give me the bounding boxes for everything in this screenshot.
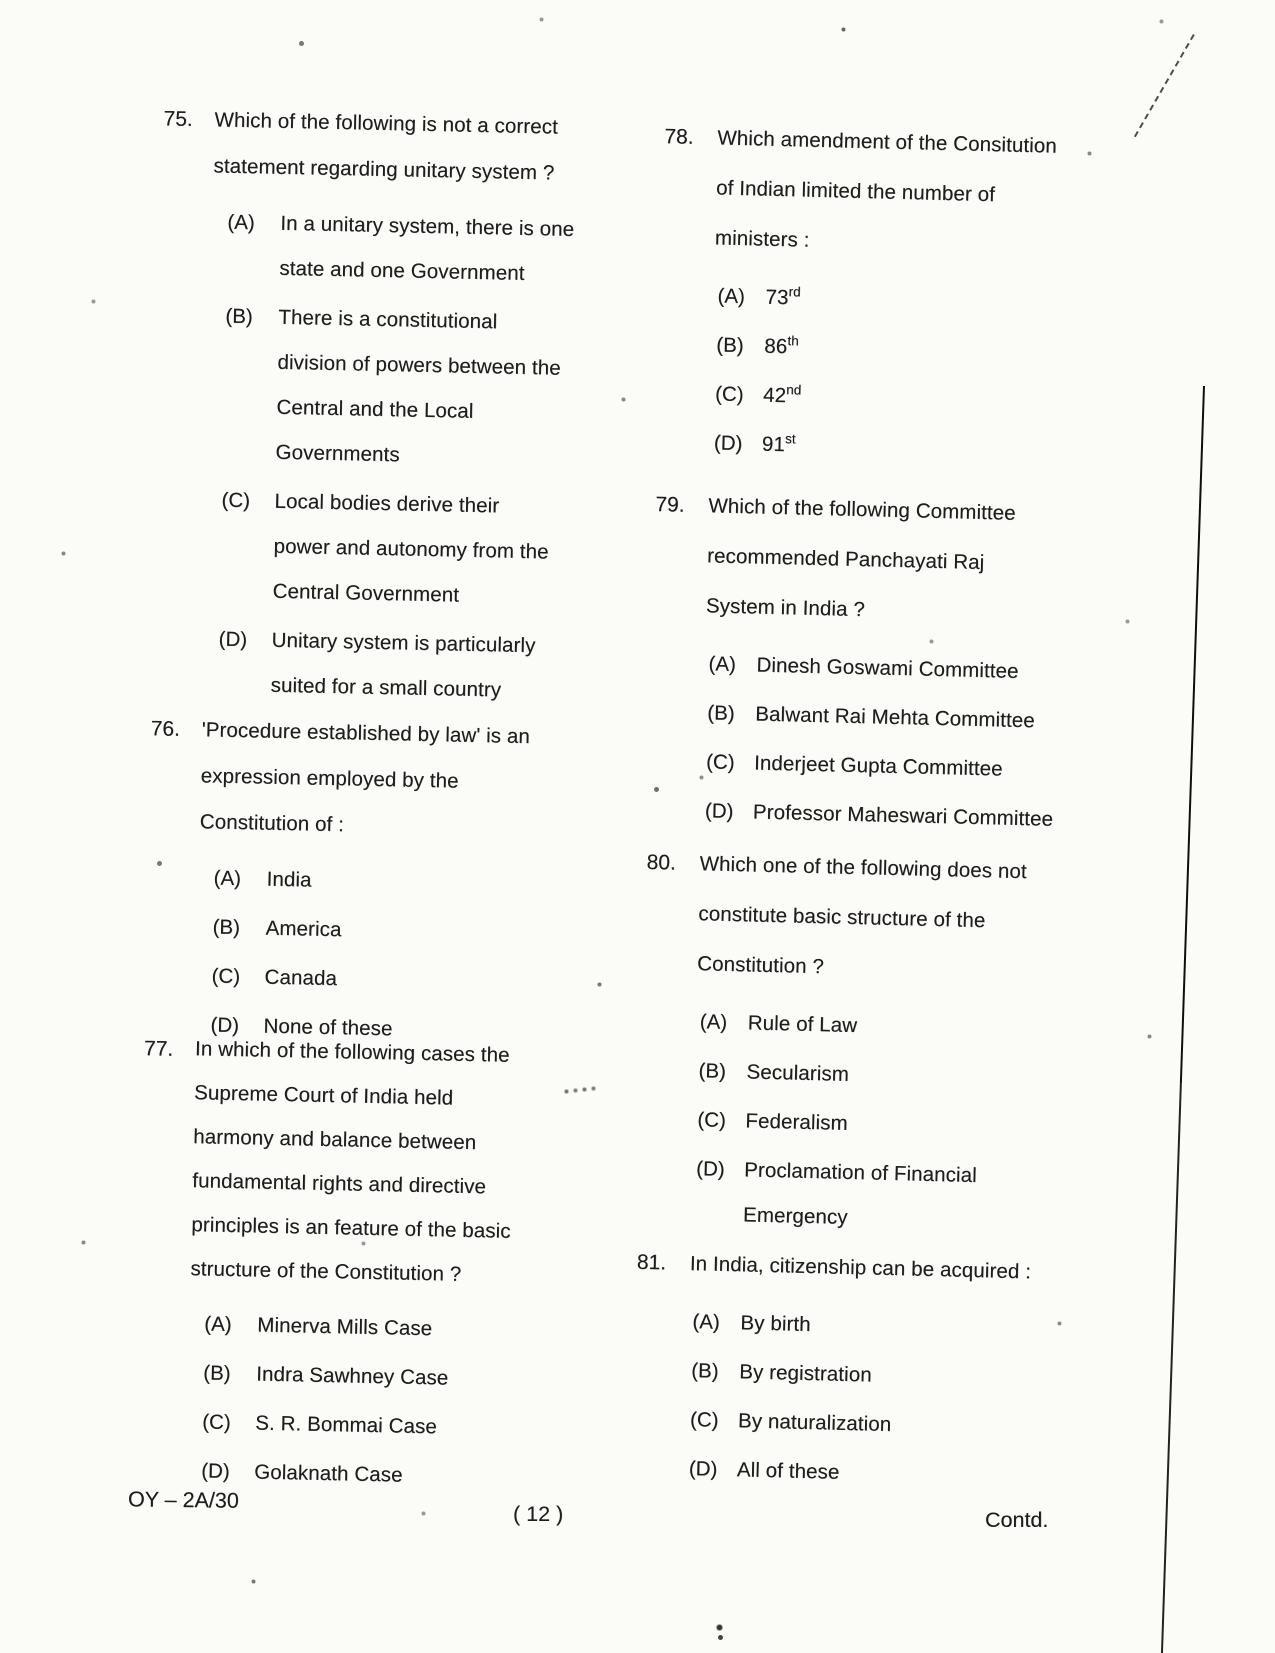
question-block	[651, 112, 1079, 474]
option-row	[690, 1397, 1049, 1451]
option-text	[265, 906, 601, 958]
option-row	[707, 690, 1066, 744]
option-label: (C)	[202, 1399, 256, 1445]
question-block	[633, 838, 1063, 1245]
option-text-value: Secularism	[746, 1060, 849, 1085]
question-body	[202, 97, 618, 714]
option-text-value: By birth	[740, 1311, 811, 1336]
option-row	[691, 1348, 1050, 1402]
option-label: (A)	[204, 1301, 258, 1347]
option-text	[765, 275, 1076, 328]
option-text	[740, 1300, 1051, 1353]
paper-speck-noise	[0, 0, 3, 3]
option-row	[717, 273, 1076, 327]
option-text-value: Rule of Law	[747, 1011, 857, 1037]
question-text: In which of the following cases the Supreme Court of India held harmony and balance between fundamental rights and directive principles is an feature of the basic structure of the Constitution ?	[190, 1027, 598, 1299]
option-text	[743, 1147, 1055, 1245]
option-label: (D)	[218, 617, 272, 663]
option-label: (A)	[227, 200, 281, 246]
option-label: (D)	[201, 1448, 255, 1494]
option-label: (C)	[706, 739, 755, 785]
option-row	[697, 1097, 1056, 1151]
option-row	[699, 999, 1058, 1053]
option-superscript: rd	[788, 284, 800, 299]
option-row	[219, 478, 610, 621]
option-text	[763, 373, 1074, 426]
option-superscript: st	[785, 431, 796, 446]
option-text-value: By naturalization	[738, 1409, 892, 1436]
option-label: (D)	[696, 1146, 745, 1192]
option-text-value: America	[265, 917, 341, 942]
option-text-value: Dinesh Goswami Committee	[756, 654, 1019, 683]
left-column	[148, 96, 618, 106]
option-label: (A)	[717, 273, 766, 319]
option-text	[264, 955, 600, 1007]
option-label: (B)	[212, 905, 266, 951]
question-body	[691, 839, 1063, 1245]
option-row	[695, 1146, 1055, 1245]
question-text: Which of the following Committee recommended Panchayati Raj System in India ?	[705, 481, 1071, 640]
option-label: (A)	[213, 856, 267, 902]
option-text	[256, 1352, 592, 1404]
question-block	[119, 1026, 599, 1502]
option-text-value: In a unitary system, there is one state and one Government	[279, 212, 574, 285]
option-text-value: None of these	[263, 1015, 392, 1041]
option-text	[754, 741, 1065, 794]
option-text-value: India	[266, 868, 311, 892]
option-text	[266, 857, 602, 909]
option-label: (B)	[698, 1048, 747, 1094]
option-label: (D)	[210, 1003, 264, 1049]
option-superscript: nd	[786, 382, 801, 397]
option-text	[255, 1401, 591, 1453]
option-row	[211, 954, 600, 1007]
options-list	[186, 1301, 593, 1501]
page-number: ( 12 )	[513, 1502, 563, 1527]
option-text	[755, 692, 1066, 745]
question-number: 81.	[631, 1238, 690, 1289]
option-text-value: Professor Maheswari Committee	[753, 800, 1054, 830]
scan-slash-artifact	[1134, 34, 1195, 137]
option-row	[212, 905, 601, 958]
options-list	[709, 273, 1076, 474]
continued-label: Contd.	[985, 1508, 1048, 1533]
option-row	[213, 856, 602, 909]
option-text-value: Minerva Mills Case	[257, 1314, 432, 1341]
option-label: (A)	[692, 1299, 741, 1345]
option-text	[257, 1303, 593, 1355]
option-label: (D)	[704, 788, 753, 834]
option-label: (C)	[715, 371, 764, 417]
option-row	[688, 1446, 1047, 1500]
option-text	[764, 324, 1075, 377]
question-block	[642, 480, 1070, 842]
question-text: Which one of the following does not constitute basic structure of the Constitution ?	[697, 839, 1063, 998]
option-superscript: th	[787, 333, 799, 348]
option-text-value: Federalism	[745, 1109, 848, 1134]
option-row	[692, 1299, 1051, 1353]
option-text-value: Canada	[264, 966, 337, 991]
option-text-value: There is a constitutional division of powers between the Central and the Local Governments	[275, 306, 561, 467]
option-label: (B)	[707, 690, 756, 736]
option-label: (C)	[221, 478, 275, 524]
question-number: 77.	[128, 1026, 196, 1073]
option-text	[756, 643, 1067, 696]
option-text-value: 91	[762, 433, 786, 457]
options-list	[684, 1299, 1051, 1500]
options-list	[691, 999, 1059, 1245]
option-text	[761, 422, 1072, 475]
option-row	[204, 1301, 593, 1354]
option-text-value: Local bodies derive their power and autonomy from the Central Government	[272, 490, 548, 607]
option-text-value: Inderjeet Gupta Committee	[754, 751, 1003, 780]
option-row	[716, 322, 1075, 376]
option-row	[704, 788, 1063, 842]
question-body	[186, 1027, 599, 1501]
question-body	[195, 707, 605, 1055]
question-body	[700, 481, 1070, 842]
booklet-code: OY – 2A/30	[128, 1487, 239, 1514]
scan-line-artifact	[1161, 386, 1205, 1653]
question-number: 76.	[134, 706, 202, 753]
option-text	[747, 1000, 1058, 1053]
option-text	[270, 618, 607, 715]
option-label: (C)	[690, 1397, 739, 1443]
option-text-value: 86	[764, 335, 788, 359]
option-text-value: S. R. Bommai Case	[255, 1412, 437, 1439]
question-number: 80.	[641, 838, 700, 889]
option-text-value: 73	[765, 286, 789, 310]
option-text-value: Golaknath Case	[254, 1461, 403, 1487]
option-text-value: By registration	[739, 1360, 872, 1386]
option-row	[713, 420, 1072, 474]
question-number: 78.	[659, 112, 718, 163]
option-label: (B)	[225, 294, 279, 340]
question-text: Which of the following is not a correct statement regarding unitary system ?	[213, 97, 618, 197]
options-list	[195, 855, 602, 1055]
question-number: 79.	[650, 480, 709, 531]
option-row	[708, 641, 1067, 695]
question-text: Which amendment of the Consitution of Indian limited the number of ministers :	[714, 113, 1080, 272]
question-body	[684, 1239, 1052, 1500]
option-text-value: Unitary system is particularly suited for a small country	[270, 629, 535, 702]
option-row	[715, 371, 1074, 425]
option-text	[752, 789, 1063, 842]
option-label: (A)	[708, 641, 757, 687]
option-text-value: All of these	[737, 1458, 840, 1484]
option-row	[202, 1399, 591, 1452]
option-text	[736, 1447, 1047, 1500]
option-row	[706, 739, 1065, 793]
question-body	[709, 113, 1079, 474]
question-block	[626, 1238, 1052, 1500]
option-text	[739, 1349, 1050, 1402]
option-label: (C)	[697, 1097, 746, 1143]
question-text: 'Procedure established by law' is an expression employed by the Constitution of :	[199, 707, 605, 853]
option-label: (C)	[211, 954, 265, 1000]
option-label: (D)	[713, 420, 762, 466]
question-block	[128, 706, 605, 1056]
option-text	[272, 479, 610, 621]
option-text	[746, 1049, 1057, 1102]
option-text-value: Indra Sawhney Case	[256, 1363, 449, 1390]
option-text	[737, 1398, 1048, 1451]
option-text-value: Proclamation of Financial Emergency	[743, 1158, 977, 1229]
option-row	[226, 200, 616, 298]
option-row	[201, 1448, 590, 1501]
option-label: (B)	[716, 322, 765, 368]
right-column	[660, 112, 1080, 122]
option-text	[254, 1450, 590, 1502]
option-label: (B)	[691, 1348, 740, 1394]
option-row	[222, 294, 614, 482]
option-row	[217, 617, 607, 715]
options-list	[700, 641, 1067, 842]
options-list	[202, 199, 616, 714]
question-block	[135, 96, 618, 715]
question-text: In India, citizenship can be acquired :	[689, 1239, 1052, 1298]
option-text	[275, 295, 614, 482]
option-label: (B)	[203, 1350, 257, 1396]
option-text-value: 42	[763, 384, 787, 408]
question-number: 75.	[147, 96, 215, 143]
option-label: (A)	[699, 999, 748, 1045]
option-label: (D)	[688, 1446, 737, 1492]
option-text-value: Balwant Rai Mehta Committee	[755, 703, 1035, 733]
option-row	[203, 1350, 592, 1403]
option-text	[279, 201, 616, 298]
option-text	[745, 1098, 1056, 1151]
option-row	[698, 1048, 1057, 1102]
